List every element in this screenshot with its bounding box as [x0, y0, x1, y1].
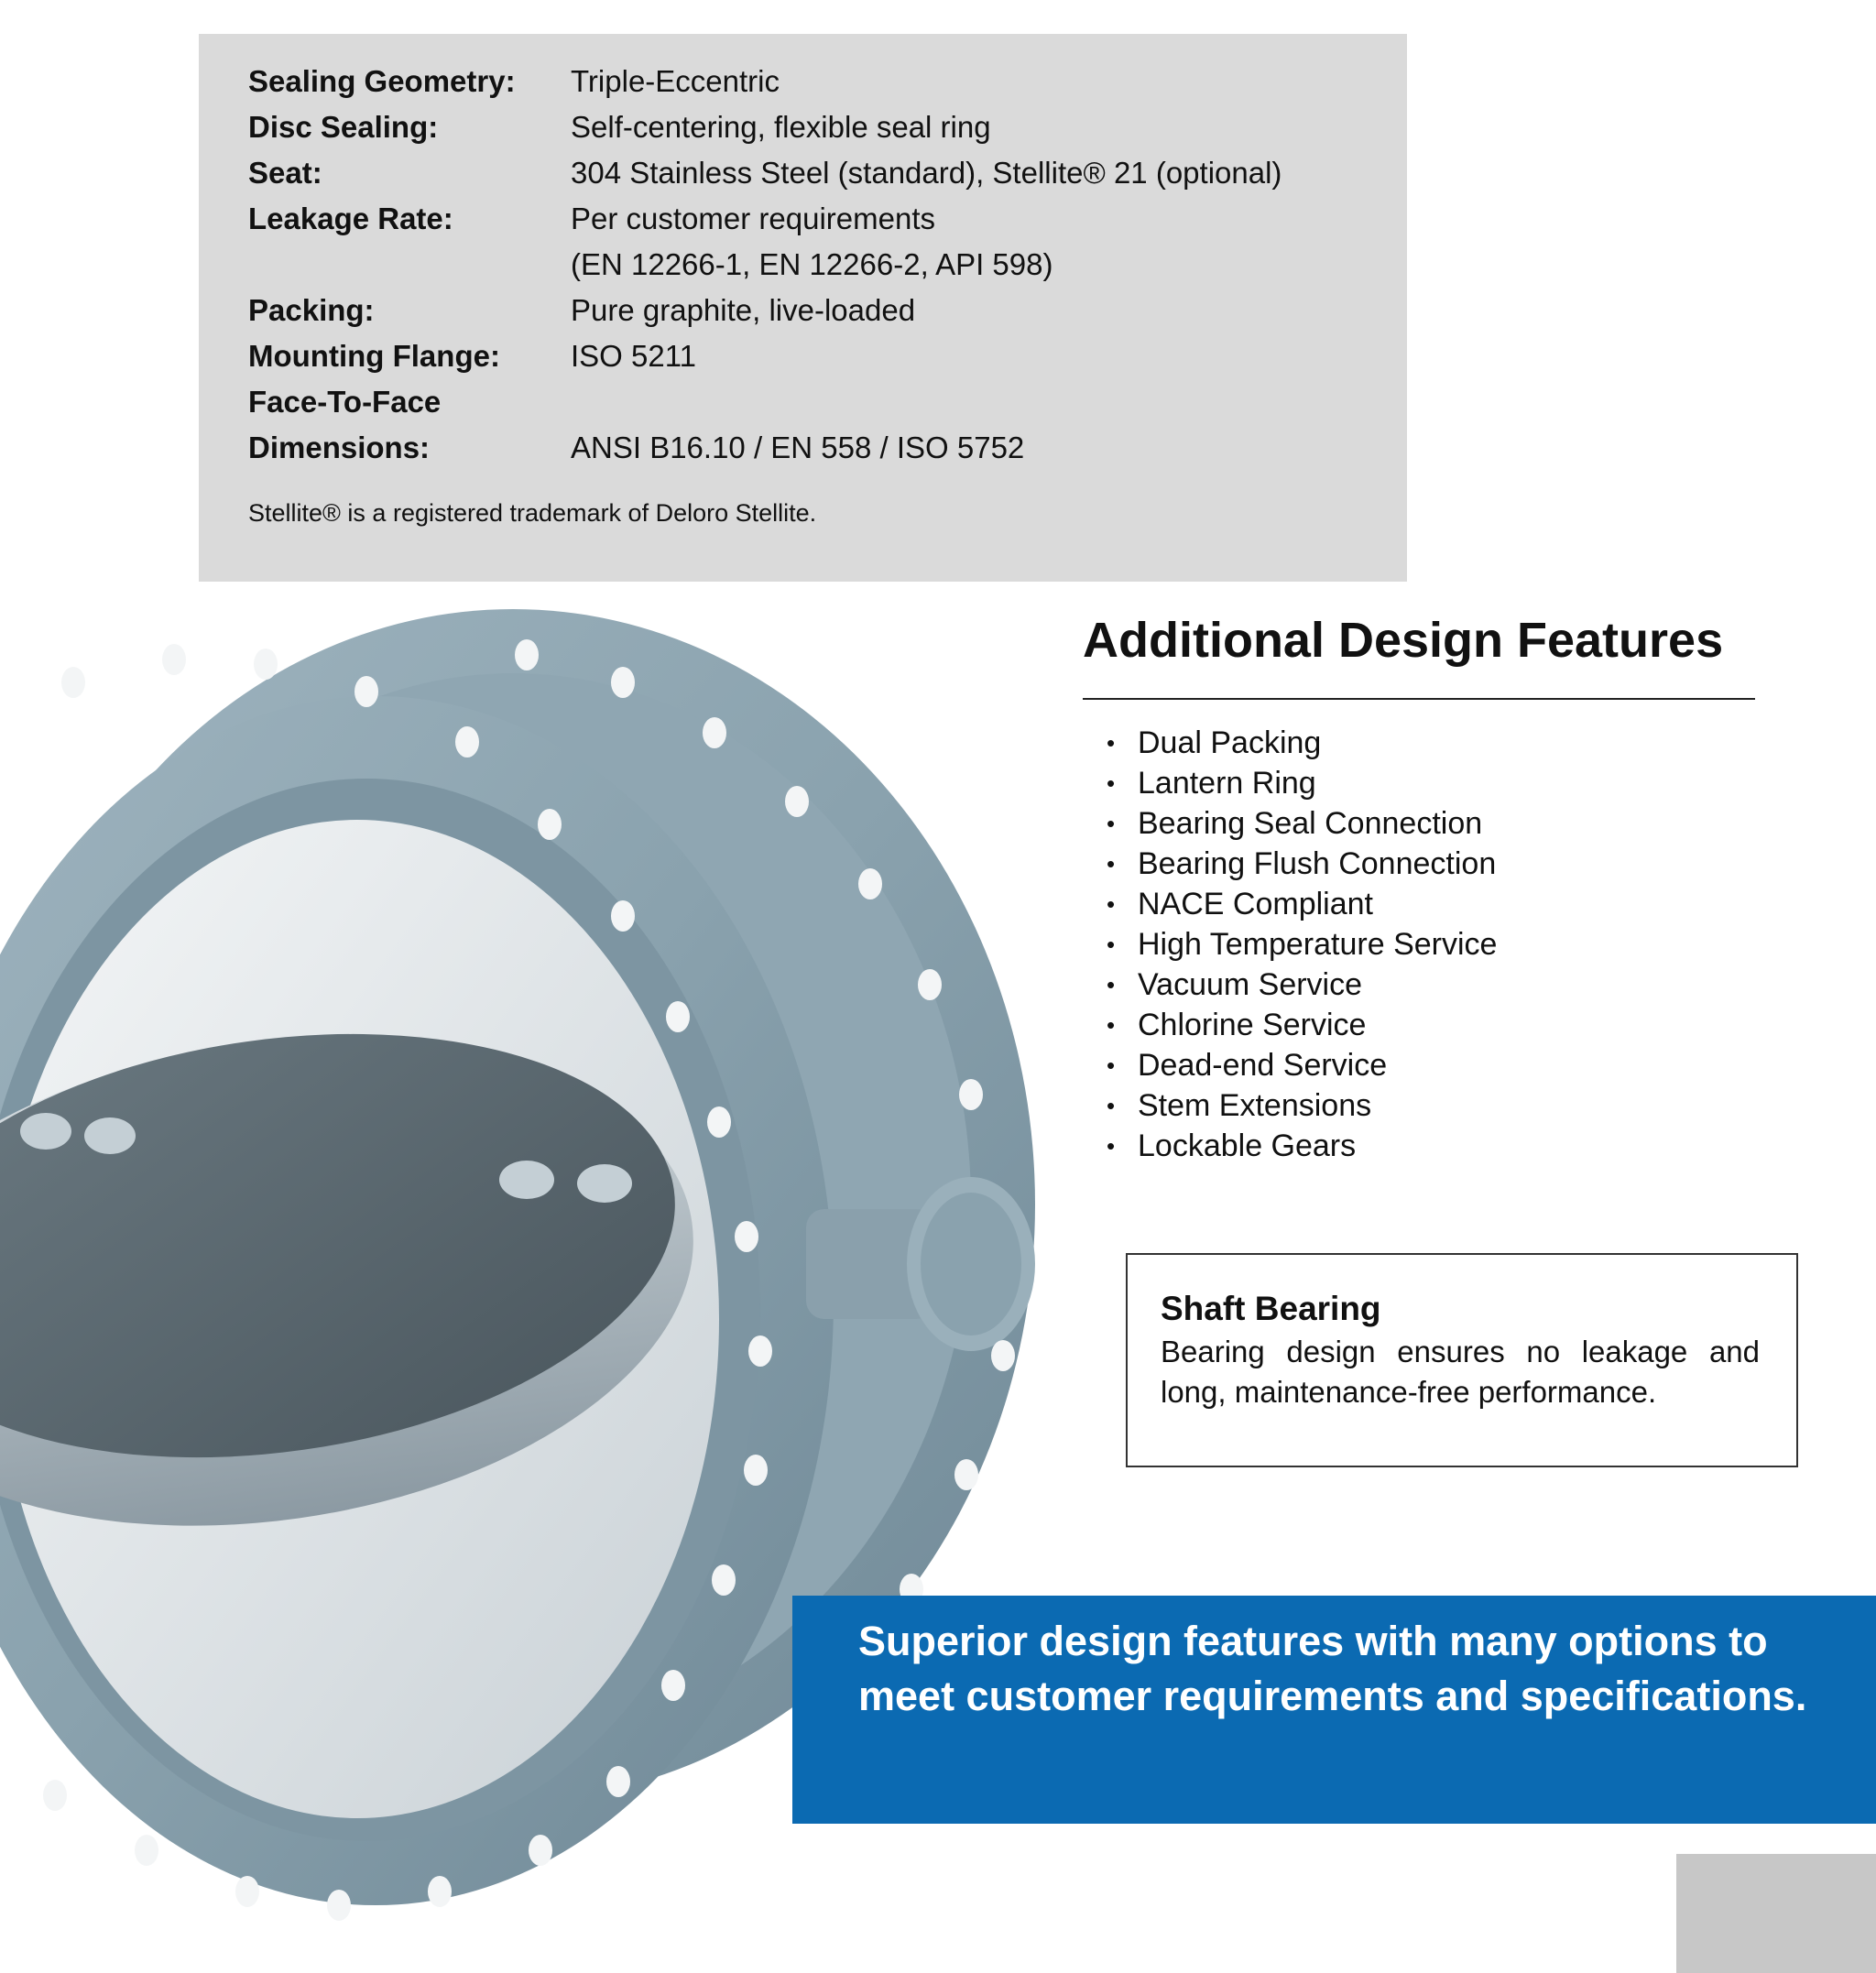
spec-value: ANSI B16.10 / EN 558 / ISO 5752: [571, 431, 1025, 464]
feature-item: [1107, 965, 1497, 1005]
banner-text: Superior design features with many options to meet customer requirements and specifications.: [858, 1618, 1807, 1719]
features-divider: [1083, 698, 1755, 700]
feature-label: Chlorine Service: [1138, 1007, 1367, 1042]
spec-row: [248, 379, 1282, 425]
spec-label: Disc Sealing:: [248, 110, 439, 144]
bullet-icon: •: [1107, 1131, 1116, 1160]
bullet-icon: •: [1107, 889, 1116, 918]
feature-item: [1107, 1005, 1497, 1045]
spec-label: Sealing Geometry:: [248, 64, 516, 98]
feature-label: NACE Compliant: [1138, 886, 1373, 921]
feature-item: [1107, 803, 1497, 844]
feature-item: [1107, 723, 1497, 763]
tagline-banner: [792, 1596, 1876, 1824]
feature-label: Bearing Flush Connection: [1138, 845, 1497, 881]
spec-row: [248, 288, 1282, 333]
bullet-icon: •: [1107, 970, 1116, 998]
spec-label: Dimensions:: [248, 431, 431, 464]
specifications-box: [199, 34, 1407, 582]
features-list: [1107, 723, 1497, 1166]
bullet-icon: •: [1107, 728, 1116, 757]
shaft-bearing-callout: [1126, 1253, 1798, 1467]
spec-value: Triple-Eccentric: [571, 64, 780, 98]
spec-label: Packing:: [248, 293, 375, 327]
bullet-icon: •: [1107, 768, 1116, 797]
feature-item: [1107, 1126, 1497, 1166]
spec-row: [248, 150, 1282, 196]
spec-row: [248, 59, 1282, 104]
spec-row: [248, 242, 1282, 288]
specifications-table: [248, 59, 1282, 471]
features-title: Additional Design Features: [1083, 613, 1724, 668]
callout-title: Shaft Bearing: [1161, 1290, 1381, 1327]
feature-item: [1107, 1045, 1497, 1085]
feature-item: [1107, 924, 1497, 965]
spec-label: Leakage Rate:: [248, 202, 453, 235]
bullet-icon: •: [1107, 1051, 1116, 1079]
spec-value: Self-centering, flexible seal ring: [571, 110, 991, 144]
spec-value: 304 Stainless Steel (standard), Stellite® 21 (optional): [571, 156, 1282, 190]
feature-label: Lockable Gears: [1138, 1128, 1357, 1163]
feature-label: Lantern Ring: [1138, 765, 1316, 801]
bullet-icon: •: [1107, 930, 1116, 958]
bullet-icon: •: [1107, 1091, 1116, 1119]
spec-row: [248, 333, 1282, 379]
callout-body: Bearing design ensures no leakage and long, maintenance-free performance.: [1161, 1335, 1760, 1409]
spec-label: Face-To-Face: [248, 385, 442, 419]
feature-label: Vacuum Service: [1138, 966, 1363, 1002]
feature-item: [1107, 884, 1497, 924]
bullet-icon: •: [1107, 1010, 1116, 1039]
spec-value: (EN 12266-1, EN 12266-2, API 598): [571, 247, 1053, 281]
spec-value: ISO 5211: [571, 339, 696, 373]
feature-item: [1107, 763, 1497, 803]
feature-label: Stem Extensions: [1138, 1087, 1372, 1123]
spec-label: Mounting Flange:: [248, 339, 500, 373]
bullet-icon: •: [1107, 849, 1116, 877]
feature-label: Dual Packing: [1138, 725, 1322, 760]
trademark-note: Stellite® is a registered trademark of Deloro Stellite.: [248, 499, 817, 527]
feature-label: Bearing Seal Connection: [1138, 805, 1483, 841]
spec-row: [248, 196, 1282, 242]
spec-row: [248, 104, 1282, 150]
bullet-icon: •: [1107, 809, 1116, 837]
feature-item: [1107, 1085, 1497, 1126]
page-corner-block: [1676, 1854, 1876, 1973]
spec-value: Pure graphite, live-loaded: [571, 293, 916, 327]
feature-item: [1107, 844, 1497, 884]
spec-row: [248, 425, 1282, 471]
feature-label: High Temperature Service: [1138, 926, 1498, 962]
feature-label: Dead-end Service: [1138, 1047, 1388, 1083]
spec-value: Per customer requirements: [571, 202, 935, 235]
spec-label: Seat:: [248, 156, 322, 190]
